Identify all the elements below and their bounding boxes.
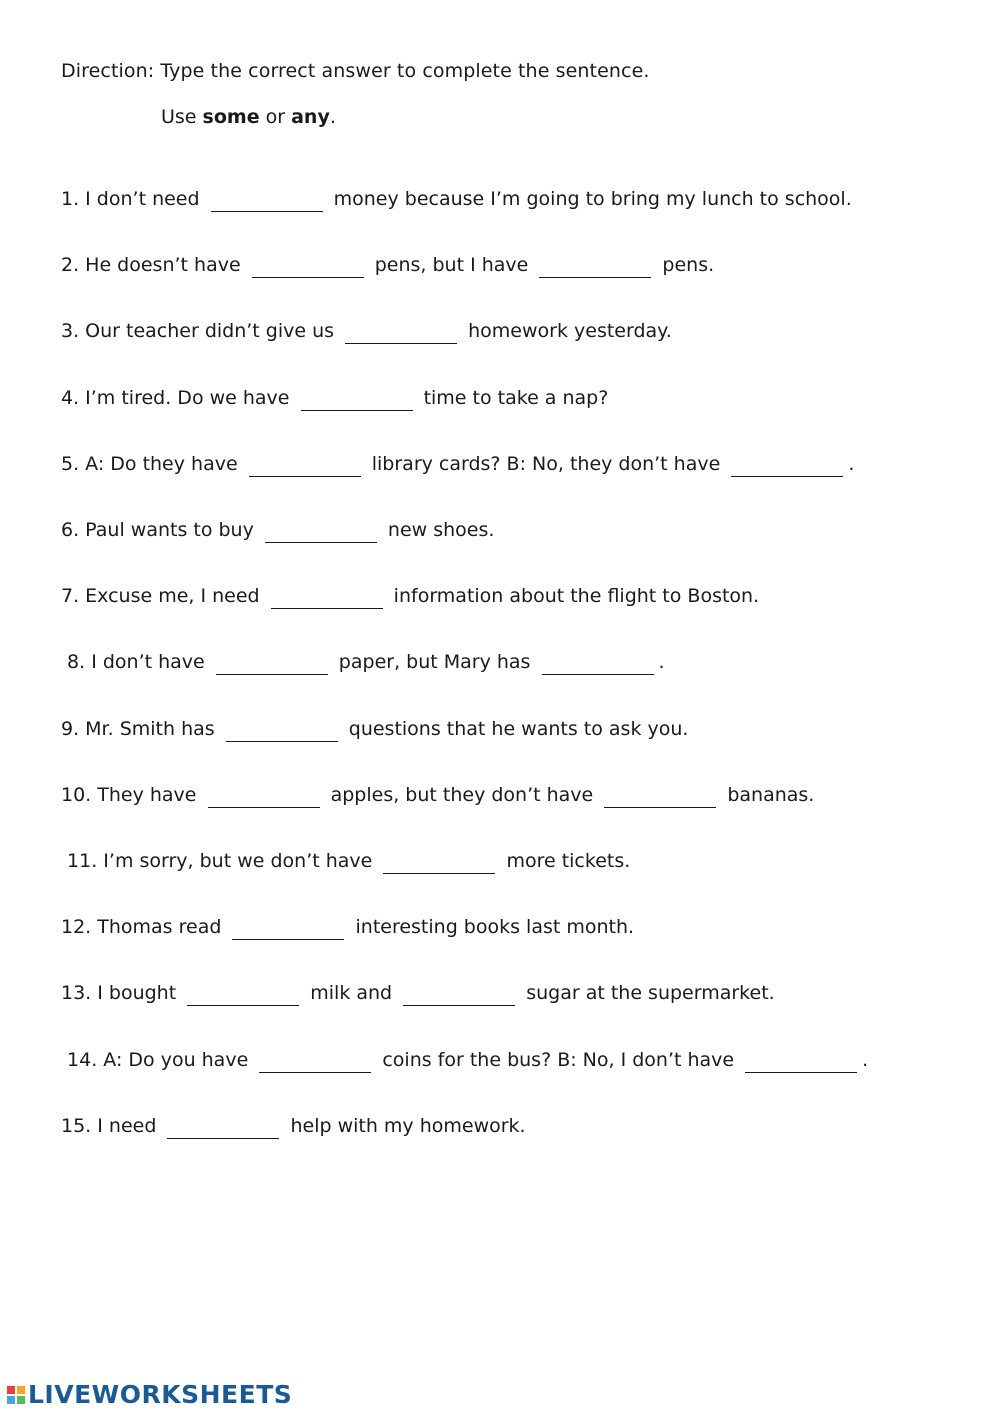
question-15 — [61, 1115, 526, 1139]
question-7 — [61, 585, 759, 609]
answer-blank-input[interactable] — [167, 1116, 279, 1139]
direction-text: Direction: Type the correct answer to complete the sentence. — [61, 60, 650, 82]
question-text: 10. They have — [61, 784, 203, 806]
answer-blank-input[interactable] — [745, 1050, 857, 1073]
question-text: questions that he wants to ask you. — [342, 718, 689, 740]
answer-blank-input[interactable] — [542, 652, 654, 675]
instruction-suffix: . — [329, 106, 336, 128]
question-text: sugar at the supermarket. — [520, 982, 775, 1004]
question-5 — [61, 453, 854, 477]
question-text: pens, but I have — [368, 254, 535, 276]
question-text: time to take a nap? — [417, 387, 609, 409]
question-text: money because I’m going to bring my lunch to school. — [327, 188, 852, 210]
question-text: paper, but Mary has — [332, 651, 537, 673]
logo-mark-icon — [7, 1386, 25, 1404]
question-text: coins for the bus? B: No, I don’t have — [376, 1049, 741, 1071]
question-text: milk and — [304, 982, 399, 1004]
question-4 — [61, 387, 608, 411]
answer-blank-input[interactable] — [301, 388, 413, 411]
question-8 — [61, 651, 665, 675]
question-1 — [61, 188, 852, 212]
question-text: . — [862, 1049, 869, 1071]
question-text: more tickets. — [500, 850, 631, 872]
logo-square — [17, 1396, 25, 1404]
logo-square — [17, 1386, 25, 1394]
question-text: 3. Our teacher didn’t give us — [61, 320, 341, 342]
question-text: interesting books last month. — [349, 916, 635, 938]
question-text: 7. Excuse me, I need — [61, 585, 266, 607]
liveworksheets-logo — [7, 1380, 292, 1409]
question-text: 6. Paul wants to buy — [61, 519, 260, 541]
answer-blank-input[interactable] — [259, 1050, 371, 1073]
question-text: 1. I don’t need — [61, 188, 206, 210]
question-text: 12. Thomas read — [61, 916, 228, 938]
question-11 — [61, 850, 630, 874]
answer-blank-input[interactable] — [265, 520, 377, 543]
question-text: . — [848, 453, 855, 475]
question-3 — [61, 320, 672, 344]
answer-blank-input[interactable] — [216, 652, 328, 675]
question-text: 11. I’m sorry, but we don’t have — [61, 850, 379, 872]
answer-blank-input[interactable] — [271, 586, 383, 609]
answer-blank-input[interactable] — [731, 454, 843, 477]
answer-blank-input[interactable] — [604, 785, 716, 808]
logo-square — [7, 1396, 15, 1404]
question-text: pens. — [656, 254, 715, 276]
question-9 — [61, 718, 688, 742]
question-text: 2. He doesn’t have — [61, 254, 247, 276]
question-text: information about the flight to Boston. — [387, 585, 760, 607]
answer-blank-input[interactable] — [252, 255, 364, 278]
question-text: apples, but they don’t have — [324, 784, 600, 806]
instruction-text — [161, 106, 336, 128]
question-text: library cards? B: No, they don’t have — [365, 453, 727, 475]
question-12 — [61, 916, 634, 940]
question-text: new shoes. — [381, 519, 495, 541]
question-13 — [61, 982, 775, 1006]
answer-blank-input[interactable] — [383, 851, 495, 874]
answer-blank-input[interactable] — [232, 917, 344, 940]
answer-blank-input[interactable] — [187, 983, 299, 1006]
answer-blank-input[interactable] — [249, 454, 361, 477]
question-text: 8. I don’t have — [61, 651, 211, 673]
question-text: 4. I’m tired. Do we have — [61, 387, 296, 409]
question-10 — [61, 784, 814, 808]
answer-blank-input[interactable] — [345, 321, 457, 344]
instruction-prefix: Use — [161, 106, 203, 128]
question-text: 15. I need — [61, 1115, 163, 1137]
question-6 — [61, 519, 494, 543]
question-text: 9. Mr. Smith has — [61, 718, 221, 740]
answer-blank-input[interactable] — [403, 983, 515, 1006]
question-14 — [61, 1049, 868, 1073]
question-text: homework yesterday. — [462, 320, 672, 342]
question-text: 14. A: Do you have — [61, 1049, 255, 1071]
instruction-word-any: any — [291, 106, 330, 128]
instruction-middle: or — [259, 106, 292, 128]
question-text: 13. I bought — [61, 982, 183, 1004]
instruction-word-some: some — [202, 106, 260, 128]
answer-blank-input[interactable] — [208, 785, 320, 808]
logo-text: LIVEWORKSHEETS — [28, 1380, 293, 1409]
question-text: 5. A: Do they have — [61, 453, 244, 475]
question-text: . — [658, 651, 665, 673]
question-text: bananas. — [721, 784, 815, 806]
answer-blank-input[interactable] — [226, 719, 338, 742]
answer-blank-input[interactable] — [211, 189, 323, 212]
question-text: help with my homework. — [284, 1115, 526, 1137]
logo-square — [7, 1386, 15, 1394]
question-2 — [61, 254, 714, 278]
answer-blank-input[interactable] — [539, 255, 651, 278]
